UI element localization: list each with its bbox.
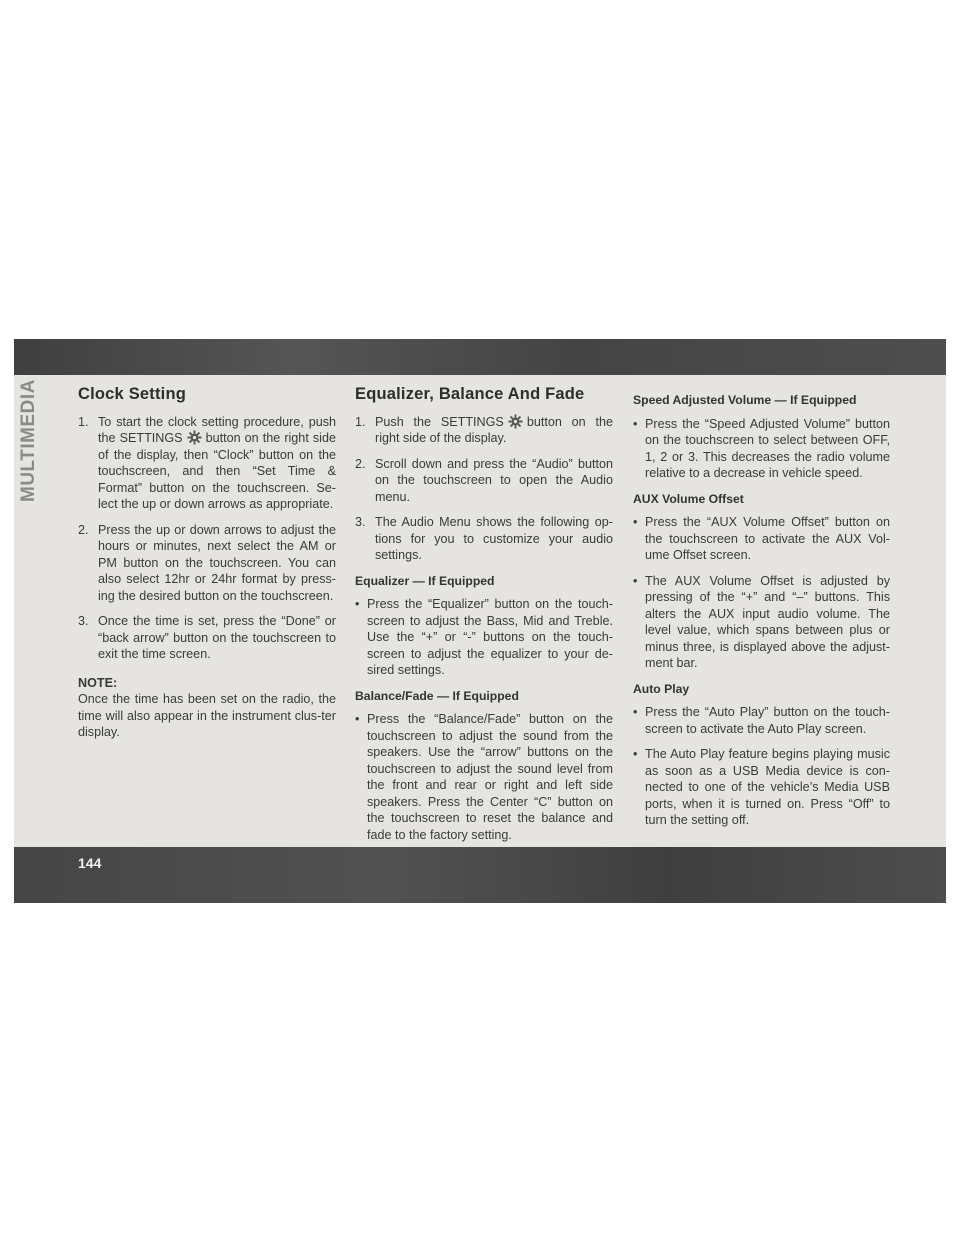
bullet-text: The Auto Play feature begins playing music as soon as a USB Media device is con-nected to one of the vehicle’s Media USB ports, when it is turned on. Press “Off” to turn the setting off. <box>645 747 890 827</box>
clock-step-2 <box>78 522 336 605</box>
bullet-text: The AUX Volume Offset is adjusted by pressing of the “+” and “–” buttons. This alters the AUX input audio volume. The level value, which spans between plus or minus three, is displayed above the adjust-ment bar. <box>645 573 890 670</box>
column-volume-options <box>633 392 890 838</box>
bullet-text: Press the “Balance/Fade” button on the touchscreen to adjust the sound from the speakers. Use the “arrow” buttons on the touchscreen to adjust the sound level from the front and rear or right and left side speakers. Press the Center “C” button on the touchscreen to reset the balance and fade to the factory setting. <box>367 712 613 842</box>
step-text: The Audio Menu shows the following op-tions for you to customize your audio settings. <box>375 515 613 562</box>
step-number: 3. <box>355 515 366 529</box>
equalizer-subheading: Equalizer — If Equipped <box>355 573 495 588</box>
auto-play-subheading: Auto Play <box>633 681 690 696</box>
audio-step-2 <box>355 456 613 506</box>
aux-volume-offset-bullet-1 <box>633 514 890 564</box>
footer-band <box>14 847 946 903</box>
equalizer-bullet <box>355 596 613 679</box>
clock-step-1 <box>78 414 336 513</box>
settings-gear-icon <box>187 430 202 445</box>
bullet-text: Press the “AUX Volume Offset” button on the touchscreen to activate the AUX Vol-ume Offset screen. <box>645 515 890 562</box>
balance-fade-subheading: Balance/Fade — If Equipped <box>355 688 519 703</box>
step-text: Scroll down and press the “Audio” button on the touchscreen to open the Audio menu. <box>375 456 613 504</box>
bullet-text: Press the “Speed Adjusted Volume” button on the touchscreen to select between OFF, 1, 2 or 3. This decreases the radio volume relative to a decrease in vehicle speed. <box>645 416 890 480</box>
note-text: Once the time has been set on the radio, the time will also appear in the instrument clus-ter display. <box>78 692 336 739</box>
column-clock-setting <box>78 386 336 741</box>
auto-play-bullet-2 <box>633 746 890 829</box>
column-equalizer <box>355 386 613 852</box>
bullet-mark: • <box>355 712 360 726</box>
step-text: Press the up or down arrows to adjust the hours or minutes, next select the AM or PM button on the touchscreen. You can also select 12hr or 24hr format by press-ing the desired button on the touchscreen. <box>98 522 336 603</box>
bullet-mark: • <box>355 597 360 611</box>
step-number: 2. <box>78 522 89 537</box>
header-band <box>14 339 946 375</box>
settings-gear-icon <box>508 414 523 429</box>
bullet-mark: • <box>633 705 638 719</box>
clock-step-3 <box>78 613 336 663</box>
clock-setting-heading: Clock Setting <box>78 385 187 403</box>
bullet-mark: • <box>633 747 638 761</box>
auto-play-bullet-1 <box>633 704 890 737</box>
step-text: Once the time is set, press the “Done” or “back arrow” button on the touchscreen to exit the time screen. <box>98 614 336 661</box>
aux-volume-offset-bullet-2 <box>633 573 890 672</box>
speed-adjusted-volume-subheading: Speed Adjusted Volume — If Equipped <box>633 393 857 407</box>
audio-step-3 <box>355 514 613 564</box>
bullet-mark: • <box>633 573 638 588</box>
step-number: 1. <box>78 414 89 429</box>
note-label: NOTE: <box>78 675 118 690</box>
section-side-tab <box>18 379 42 502</box>
bullet-mark: • <box>633 416 638 431</box>
balance-fade-bullet <box>355 711 613 843</box>
step-number: 3. <box>78 614 89 628</box>
step-text-cont: button on the right side of the display, then “Clock” button on the touchscreen, and then “Set Time & Format” button on the touchscreen. Se-lect the up or down arrows as appropriate. <box>98 431 336 511</box>
step-text: To start the clock setting procedure, push the SETTINGS <box>98 414 336 445</box>
step-text: Push the SETTINGS <box>375 414 504 429</box>
page-number: 144 <box>78 855 102 871</box>
bullet-text: Press the “Auto Play” button on the touch-screen to activate the Auto Play screen. <box>645 705 890 736</box>
step-number: 1. <box>355 414 366 429</box>
step-text-cont: button on the right side of the display. <box>375 414 613 445</box>
bullet-text: Press the “Equalizer” button on the touch-screen to adjust the Bass, Mid and Treble. Use the “+” or “-” buttons on the touch-screen to adjust the equalizer to your de-sired settings. <box>367 597 613 677</box>
aux-volume-offset-subheading: AUX Volume Offset <box>633 491 744 506</box>
bullet-mark: • <box>633 515 638 529</box>
section-side-tab-label: MULTIMEDIA <box>18 379 39 502</box>
equalizer-heading: Equalizer, Balance And Fade <box>355 385 585 403</box>
audio-step-1 <box>355 414 613 447</box>
speed-adjusted-volume-bullet <box>633 416 890 482</box>
step-number: 2. <box>355 456 366 471</box>
